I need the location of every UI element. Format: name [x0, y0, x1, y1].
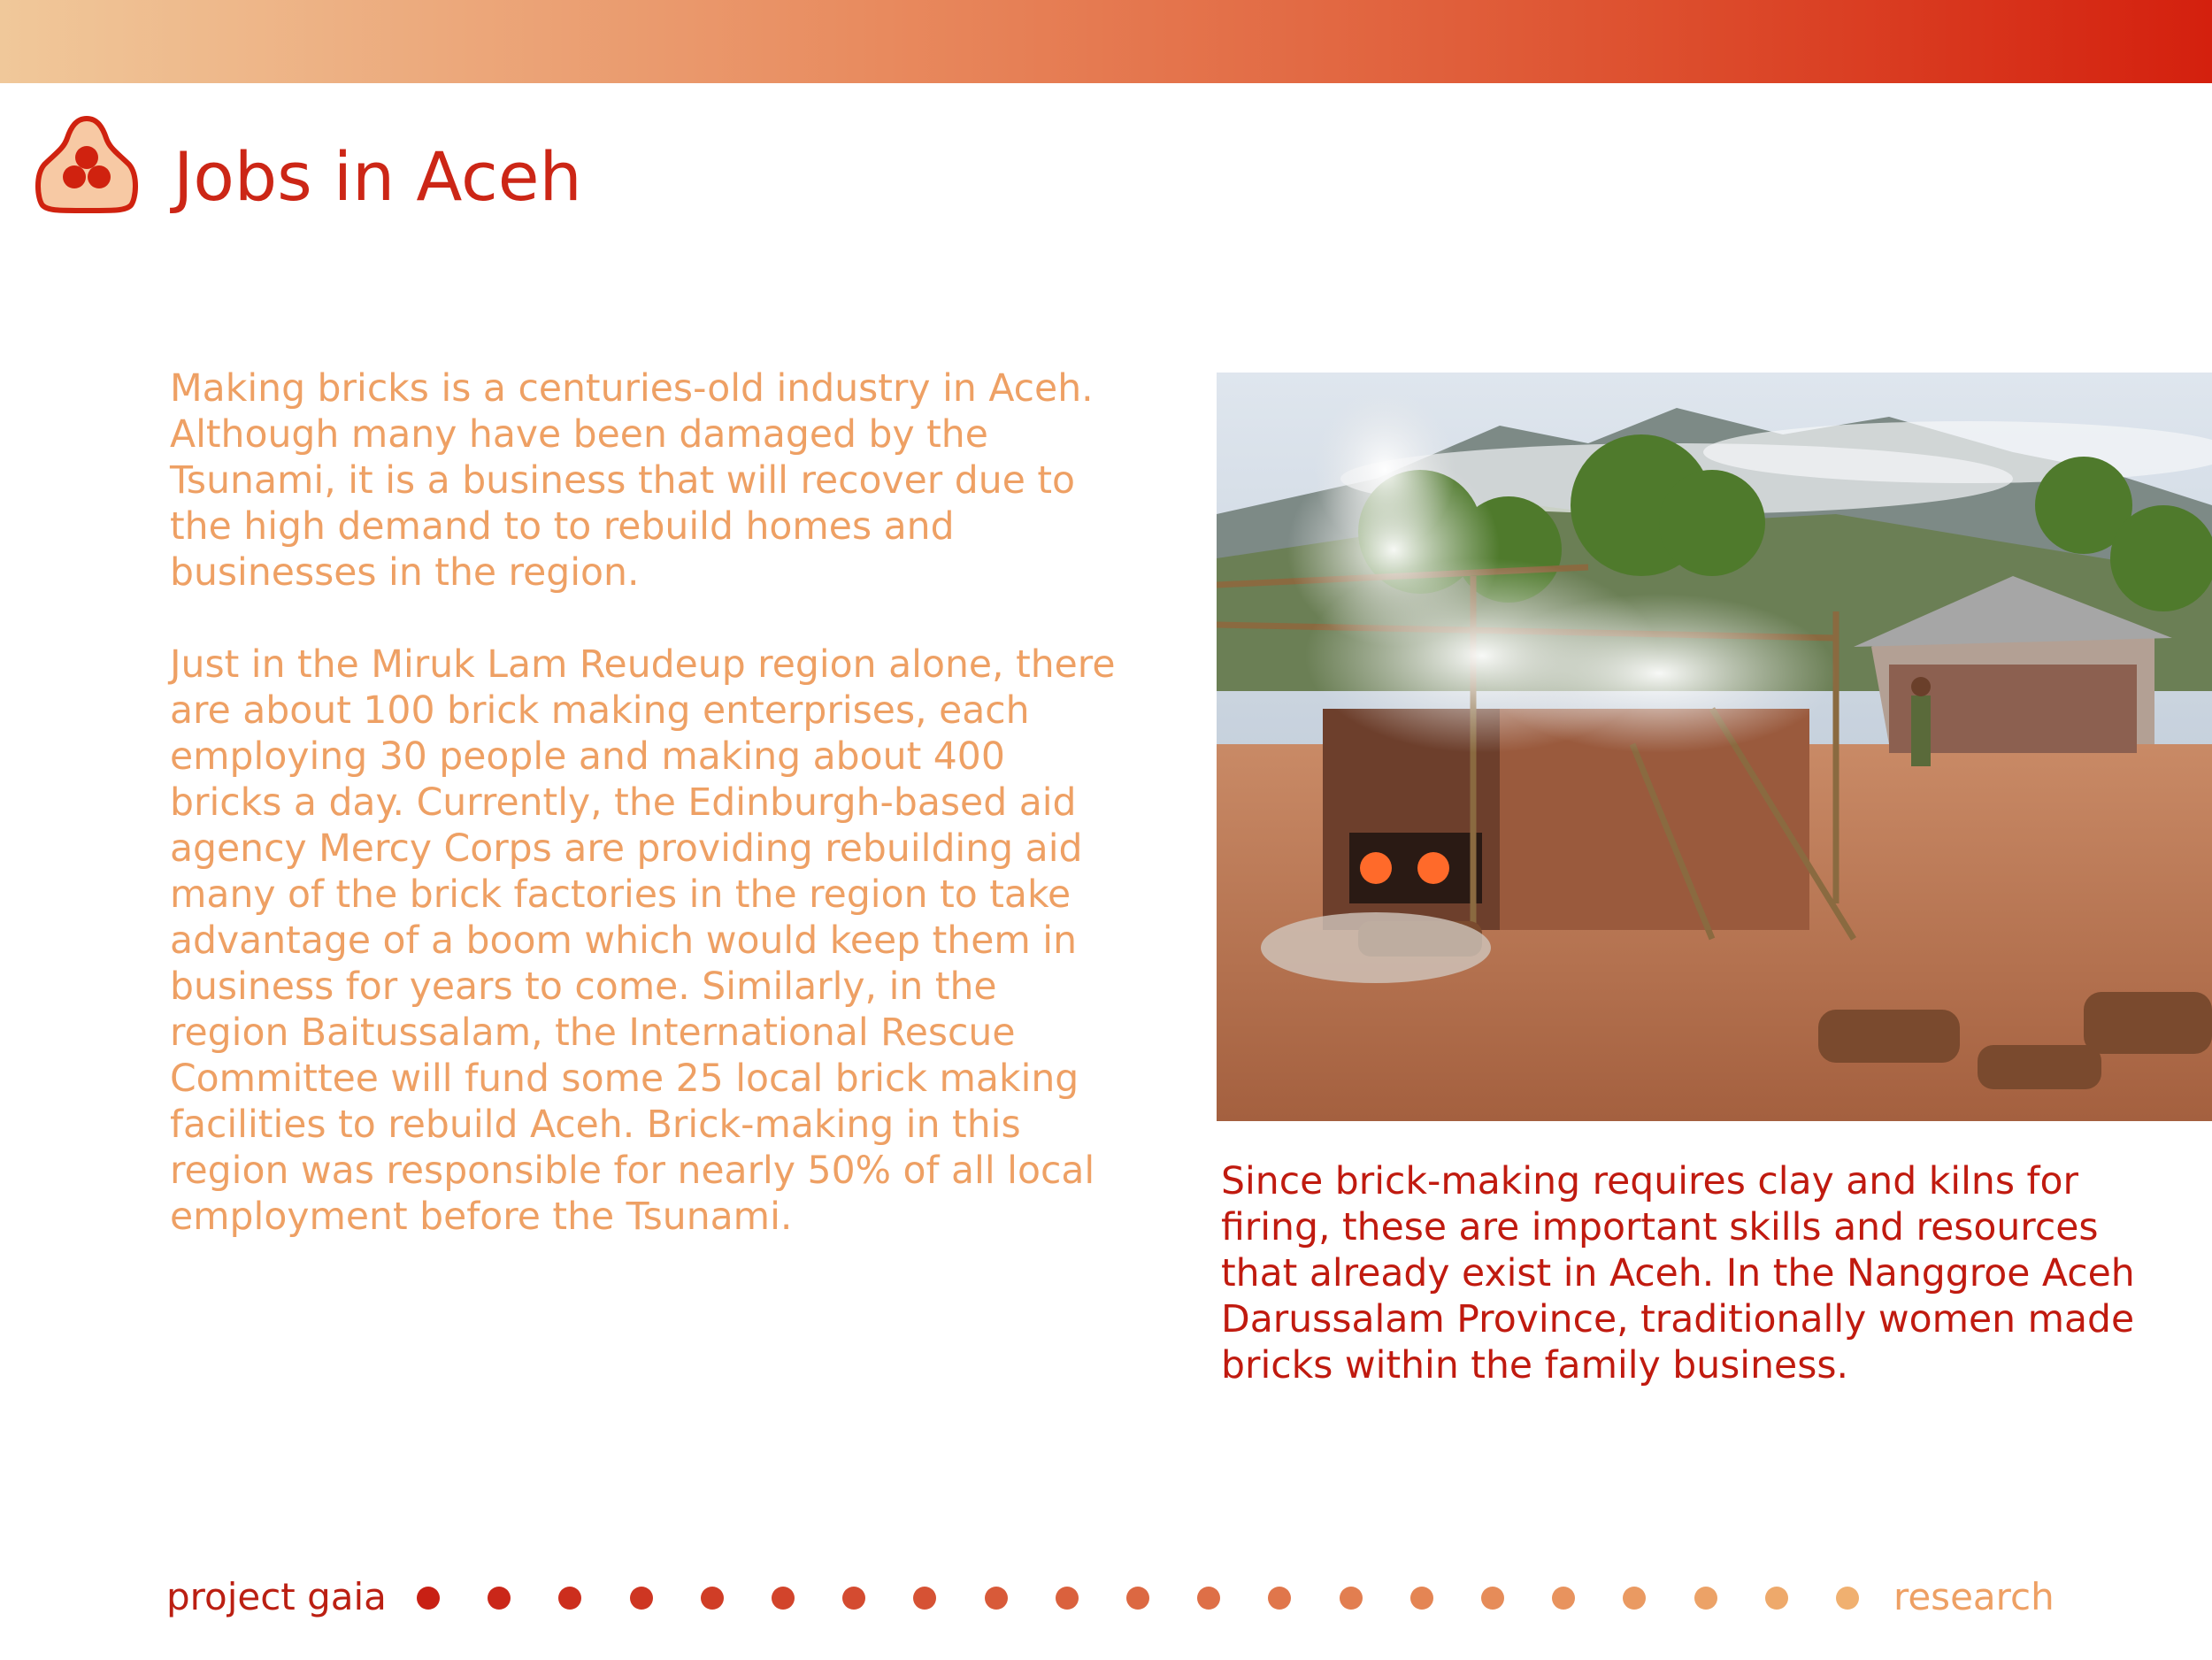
footer-dot: [488, 1587, 511, 1610]
paragraph-intro: Making bricks is a centuries-old industry in Aceh. Although many have been damaged by the Tsunami, it is a business that will recover due to the high demand to to rebuild homes and businesses in the region.: [170, 367, 1094, 595]
footer-dot: [558, 1587, 581, 1610]
footer-dot: [1410, 1587, 1433, 1610]
footer-dot: [701, 1587, 724, 1610]
top-gradient-band: [0, 0, 2212, 83]
brick-kiln-photo: [1217, 373, 2212, 1121]
footer-project-label: project gaia: [166, 1575, 387, 1618]
footer-dot: [1552, 1587, 1575, 1610]
footer-dot: [772, 1587, 795, 1610]
page-title: Jobs in Aceh: [173, 137, 582, 216]
footer-section-label: research: [1893, 1575, 2055, 1618]
footer-dot: [1765, 1587, 1788, 1610]
footer-dot: [842, 1587, 865, 1610]
footer-dot: [1481, 1587, 1504, 1610]
footer-dot: [1836, 1587, 1859, 1610]
footer-dot: [1268, 1587, 1291, 1610]
paragraph-details: Just in the Miruk Lam Reudeup region alone, there are about 100 brick making enterprises, each employing 30 people and making about 400 bricks a day. Currently, the Edinburgh-based aid agency Mercy Corps are providing rebuilding aid many of the brick factories in the region to take advantage of a boom which would keep them in business for years to come. Similarly, in the region Baitussalam, the International Rescue Committee will fund some 25 local brick making facilities to rebuild Aceh. Brick-making in this region was responsible for nearly 50% of all local employment before the Tsunami.: [170, 643, 1116, 1239]
footer-dot: [1197, 1587, 1220, 1610]
footer-dot: [1623, 1587, 1646, 1610]
footer-dot: [985, 1587, 1008, 1610]
footer-dot: [1126, 1587, 1149, 1610]
footer-dot: [1056, 1587, 1079, 1610]
footer-dot: [1694, 1587, 1717, 1610]
footer-dot: [417, 1587, 440, 1610]
footer-dot: [913, 1587, 936, 1610]
body-text: [170, 366, 1125, 1287]
three-circles-bell-logo-icon: [32, 113, 142, 223]
footer-dot: [630, 1587, 653, 1610]
footer-dot: [1340, 1587, 1363, 1610]
photo-caption: Since brick-making requires clay and kilns for firing, these are important skills and resources that already exist in Aceh. In the Nanggroe Aceh Darussalam Province, traditionally women made bricks within the family business.: [1221, 1160, 2135, 1387]
